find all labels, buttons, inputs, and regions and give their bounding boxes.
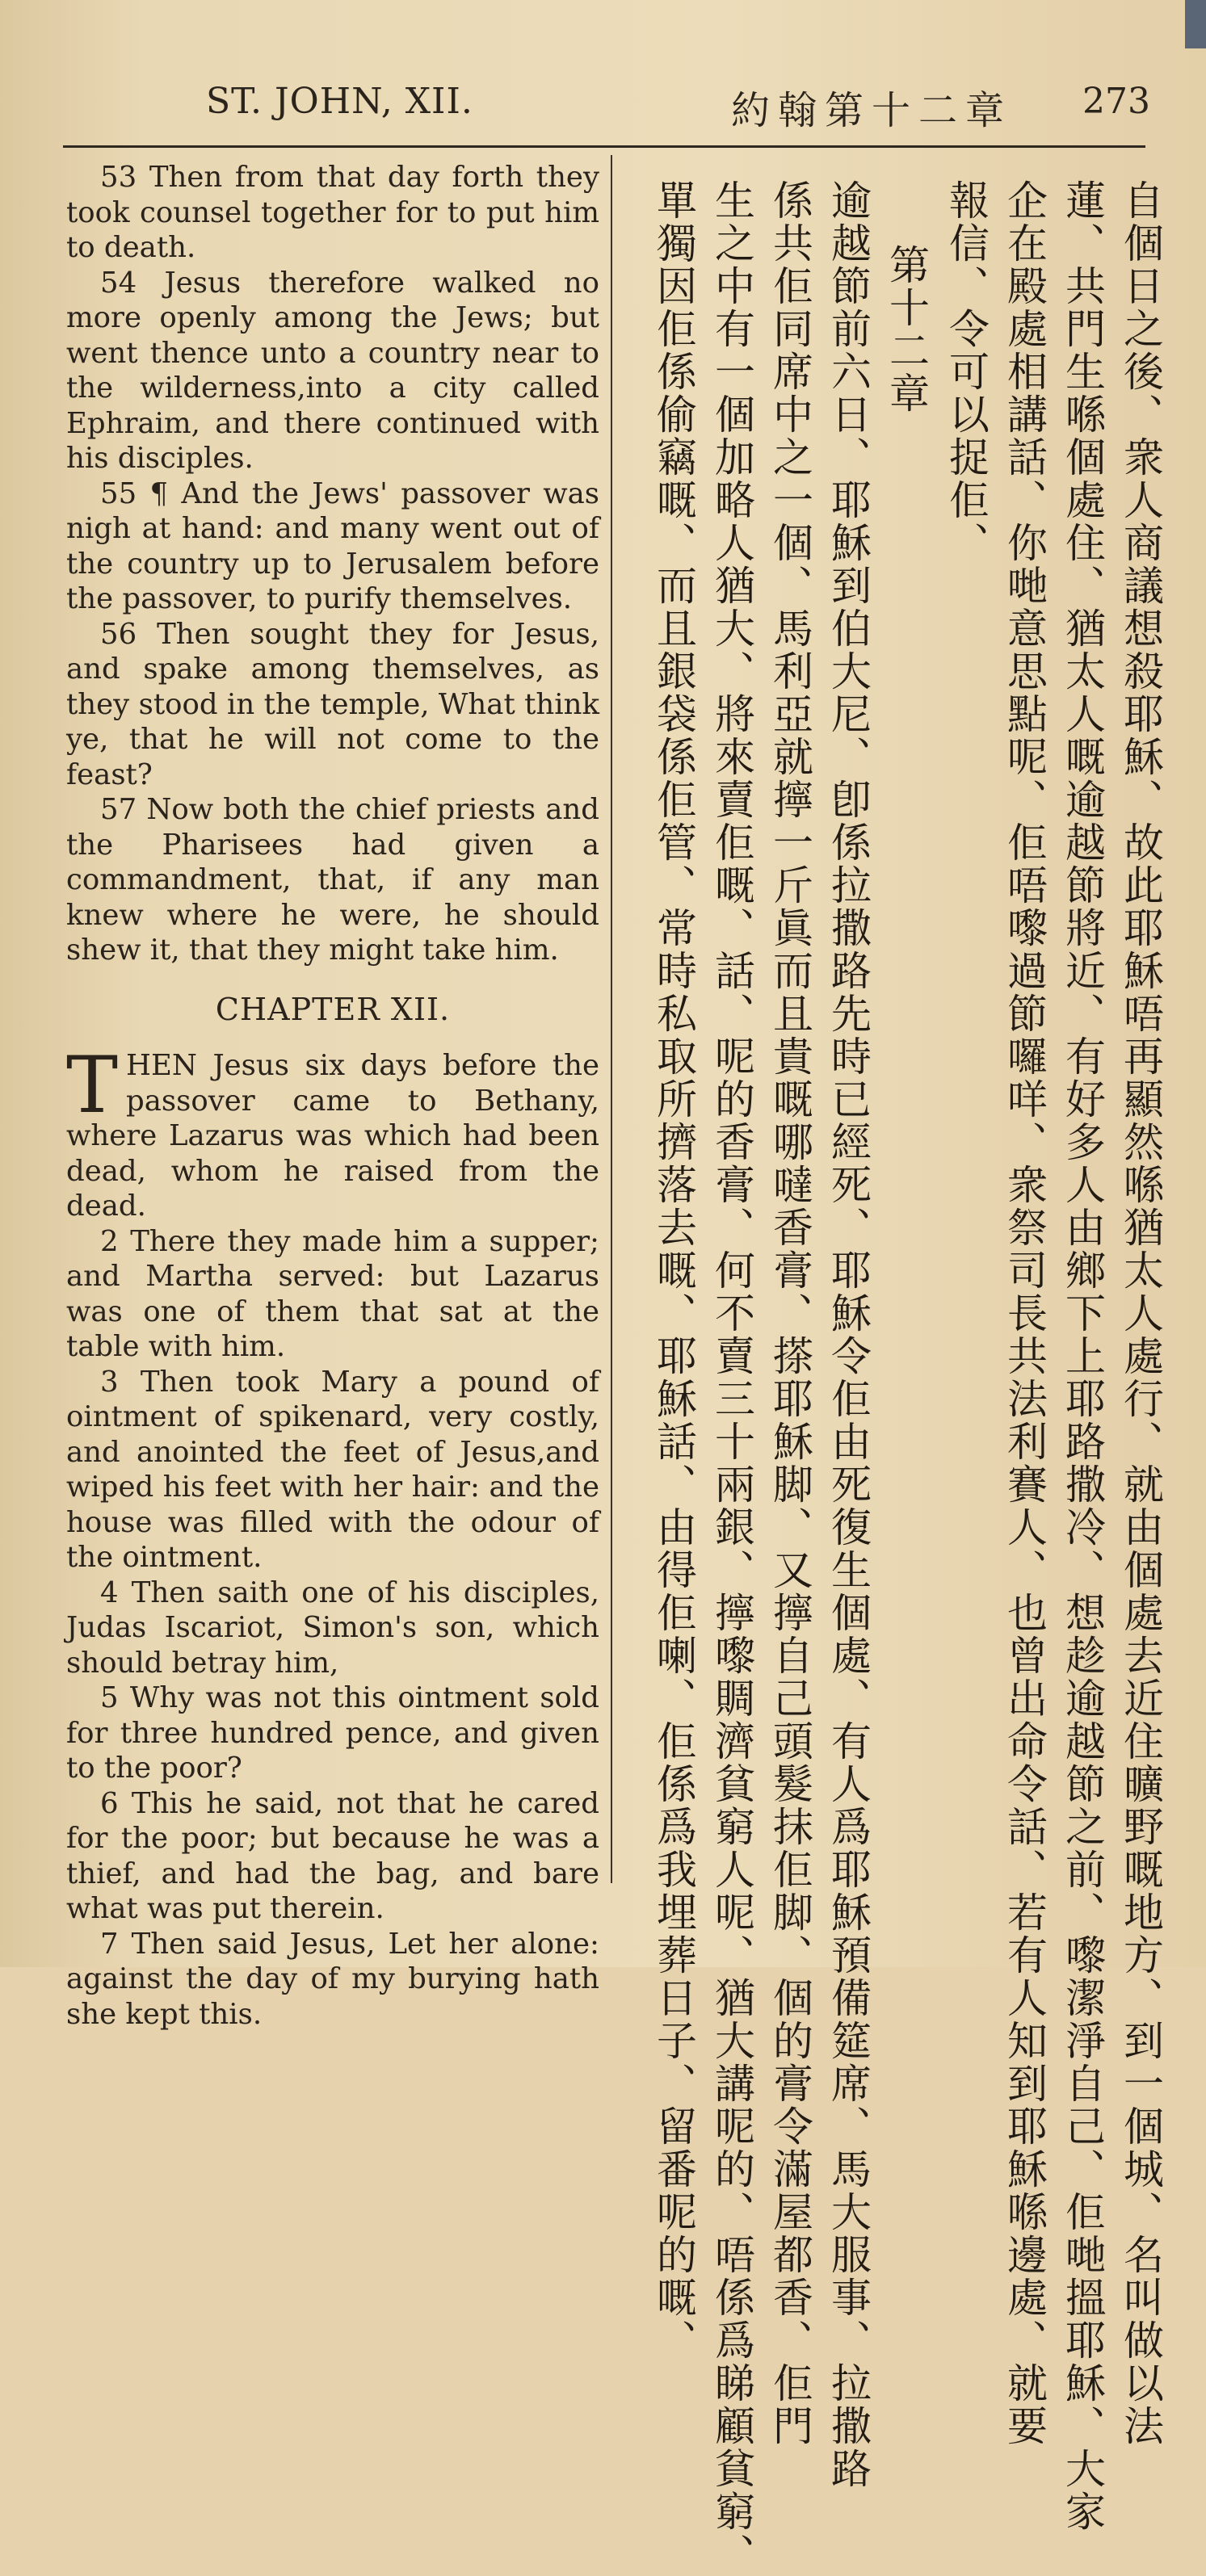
- verse-55: 55 ¶ And the Jews' passover was nigh at hand: and many went out of the country up to Jerusalem before the passover, to purify themselves.: [66, 476, 599, 615]
- verse-53: 53 Then from that day forth they took counsel together for to put him to death.: [66, 161, 599, 264]
- verse-4: 4 Then saith one of his disciples, Judas Iscariot, Simon's son, which should betray him,: [66, 1575, 599, 1680]
- chinese-line-6: 係共佢同席中之一個、馬利亞就擰一斤眞而且貴嘅哪噠香膏、搽耶穌脚、又擰自己頭髮抹佢脚、個的膏令滿屋都香、佢門: [767, 179, 813, 2448]
- chinese-chapter-heading: 第十二章: [883, 244, 930, 415]
- chinese-column: [624, 179, 1165, 2576]
- chinese-line-5: 逾越節前六日、耶穌到伯大尼、卽係拉撒路先時已經死、耶穌令佢由死復生個處、有人爲耶穌預備筵席、馬大服事、拉撒路: [825, 179, 872, 2490]
- verse-2: 2 There they made him a supper; and Martha served: but Lazarus was one of them that sat at the table with him.: [66, 1224, 599, 1363]
- drop-cap: T: [66, 1040, 119, 1131]
- verse-6: 6 This he said, not that he cared for the poor; but because he was a thief, and had the bag, and bare what was put therein.: [66, 1786, 599, 1925]
- verse-7: 7 Then said Jesus, Let her alone: against the day of my burying hath she kept this.: [66, 1927, 599, 2031]
- chinese-line-8: 單獨因佢係偷竊嘅、而且銀袋係佢管、常時私取所擠落去嘅、耶穌話、由得佢喇、佢係爲我埋葬日子、留番呢的嘅、: [650, 179, 697, 2362]
- verse-1-text: HEN Jesus six days before the passover came to Bethany, where Lazarus was which had been dead, whom he raised from the dead.: [66, 1049, 599, 1223]
- page-number: 273: [1082, 81, 1150, 122]
- verse-3: 3 Then took Mary a pound of ointment of spikenard, very costly, and anointed the feet of Jesus,and wiped his feet with her hair: and the house was filled with the odour of the ointment.: [66, 1365, 599, 1574]
- verse-56: 56 Then sought they for Jesus, and spake among themselves, as they stood in the temple, What think ye, that he will not come to the feast?: [66, 617, 599, 791]
- chinese-line-7: 生之中有一個加略人猶大、將來賣佢嘅、話、呢的香膏、何不賣三十兩銀、擰嚟賙濟貧窮人呢、猶大講呢的、唔係爲睇顧貧窮、: [708, 179, 755, 2576]
- chinese-line-4: 報信、令可以捉佢、: [943, 179, 990, 564]
- header-rule: [63, 145, 1145, 148]
- chinese-line-3: 企在殿處相講話、你哋意思點呢、佢唔嚟過節囉咩、衆祭司長共法利賽人、也曾出命令話、若有人知到耶穌喺邊處、就要: [1001, 179, 1048, 2448]
- running-header-chinese: 約翰第十二章: [731, 88, 1013, 133]
- column-divider: [611, 155, 612, 1883]
- chinese-line-1: 自個日之後、衆人商議想殺耶穌、故此耶穌唔再顯然喺猶太人處行、就由個處去近住曠野嘅地方、到一個城、名叫做以法: [1117, 179, 1164, 2448]
- english-column: [66, 160, 599, 2032]
- chapter-heading: CHAPTER XII.: [215, 991, 451, 1027]
- verse-1: [66, 1040, 599, 1224]
- page-corner-shadow: [1185, 0, 1206, 48]
- verse-5: 5 Why was not this ointment sold for three hundred pence, and given to the poor?: [66, 1681, 599, 1785]
- verse-54: 54 Jesus therefore walked no more openly among the Jews; but went thence unto a country near to the wilderness,into a city called Ephraim, and there continued with his disciples.: [66, 266, 599, 475]
- chinese-line-2: 蓮、共門生喺個處住、猶太人嘅逾越節將近、有好多人由鄉下上耶路撒冷、想趁逾越節之前、嚟潔淨自己、佢哋搵耶穌、大家: [1059, 179, 1106, 2533]
- verse-57: 57 Now both the chief priests and the Pharisees had given a commandment, that, if any man knew where he were, he should shew it, that they might take him.: [66, 793, 599, 967]
- running-header-english: ST. JOHN, XII.: [206, 81, 473, 122]
